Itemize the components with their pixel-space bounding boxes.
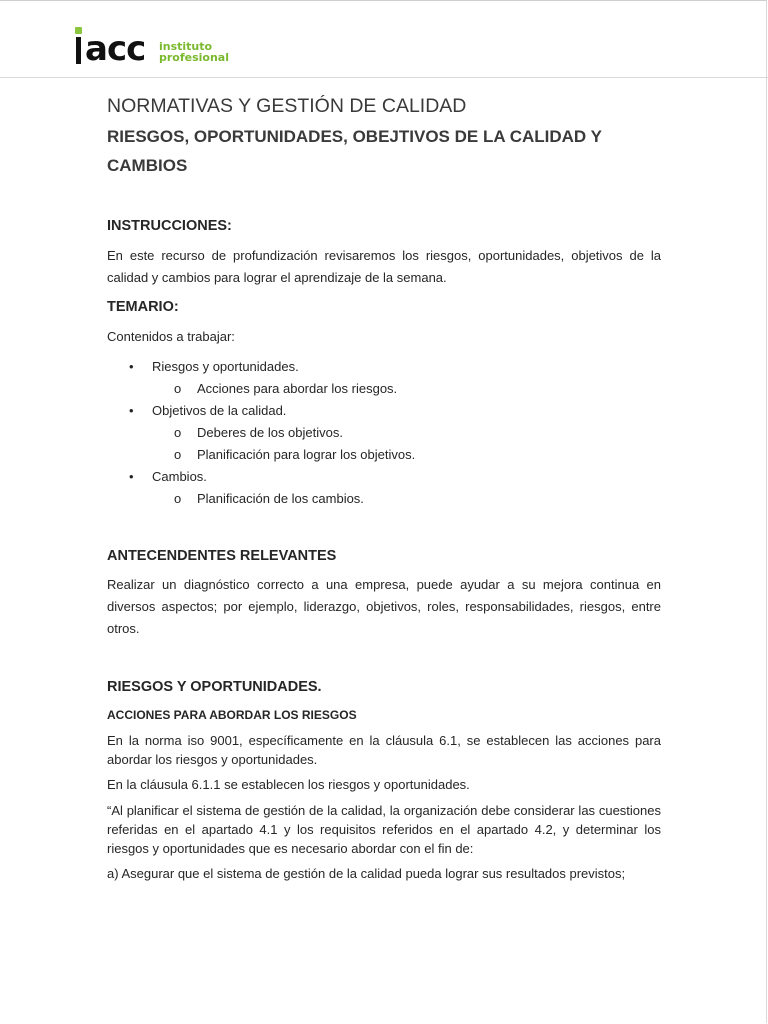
document-subtitle-line1: RIESGOS, OPORTUNIDADES, OBEJTIVOS DE LA CALIDAD Y [107, 127, 602, 146]
subtopics-list [152, 378, 661, 400]
bullet-icon: • [129, 403, 134, 418]
logo-stem [76, 37, 81, 64]
paragraph-4: a) Asegurar que el sistema de gestión de la calidad pueda lograr sus resultados previstos; [107, 866, 626, 881]
page-header [0, 0, 768, 78]
sub-bullet-icon: o [174, 447, 182, 462]
list-item [152, 444, 661, 466]
temario-intro: Contenidos a trabajar: [107, 329, 235, 344]
document-title: NORMATIVAS Y GESTIÓN DE CALIDAD [107, 95, 467, 117]
subtopics-list [152, 422, 661, 466]
paragraph-3: “Al planificar el sistema de gestión de la calidad, la organización debe considerar las cuestiones referidas en el apartado 4.1 y los requisitos referidos en el apartado 4.2, y determinar los riesgos y oportunidades que es necesario abordar con el fin de: [107, 803, 661, 856]
instructions-heading: INSTRUCCIONES: [107, 218, 232, 234]
list-item [152, 488, 661, 510]
logo-text [159, 41, 229, 63]
topics-list [107, 356, 661, 510]
antecedentes-heading: ANTECENDENTES RELEVANTES [107, 548, 337, 564]
sub-bullet-icon: o [174, 491, 182, 506]
bullet-icon: • [129, 469, 134, 484]
iacc-logo [75, 25, 230, 69]
subtopic-label: Deberes de los objetivos. [197, 425, 343, 440]
acciones-heading: ACCIONES PARA ABORDAR LOS RIESGOS [107, 708, 357, 722]
subtopic-label: Acciones para abordar los riesgos. [197, 381, 398, 396]
logo-letters: acc [85, 29, 146, 69]
antecedentes-text: Realizar un diagnóstico correcto a una empresa, puede ayudar a su mejora continua en diversos aspectos; por ejemplo, liderazgo, objetivos, roles, responsabilidades, riesgos, entre otros. [107, 577, 661, 636]
document-subtitle-line2: CAMBIOS [107, 156, 188, 175]
subtopics-list [152, 488, 661, 510]
logo-line2: profesional [159, 51, 230, 64]
riesgos-heading: RIESGOS Y OPORTUNIDADES. [107, 679, 322, 695]
sub-bullet-icon: o [174, 425, 182, 440]
list-item [107, 466, 661, 510]
topic-label: Cambios. [152, 469, 207, 484]
paragraph-1: En la norma iso 9001, específicamente en la cláusula 6.1, se establecen las acciones para abordar los riesgos y oportunidades. [107, 733, 661, 767]
logo-dot [75, 27, 82, 34]
list-item [107, 400, 661, 466]
topic-label: Riesgos y oportunidades. [152, 359, 299, 374]
list-item [152, 378, 661, 400]
document-body [107, 92, 661, 883]
subtopic-label: Planificación de los cambios. [197, 491, 364, 506]
subtopic-label: Planificación para lograr los objetivos. [197, 447, 416, 462]
sub-bullet-icon: o [174, 381, 182, 396]
instructions-text: En este recurso de profundización revisaremos los riesgos, oportunidades, objetivos de la calidad y cambios para lograr el aprendizaje de la semana. [107, 248, 661, 285]
paragraph-2: En la cláusula 6.1.1 se establecen los riesgos y oportunidades. [107, 777, 470, 792]
logo-line1: instituto [159, 40, 213, 53]
iacc-logo-mark [75, 25, 157, 69]
topic-label: Objetivos de la calidad. [152, 403, 287, 418]
bullet-icon: • [129, 359, 134, 374]
temario-heading: TEMARIO: [107, 299, 179, 315]
list-item [107, 356, 661, 400]
list-item [152, 422, 661, 444]
